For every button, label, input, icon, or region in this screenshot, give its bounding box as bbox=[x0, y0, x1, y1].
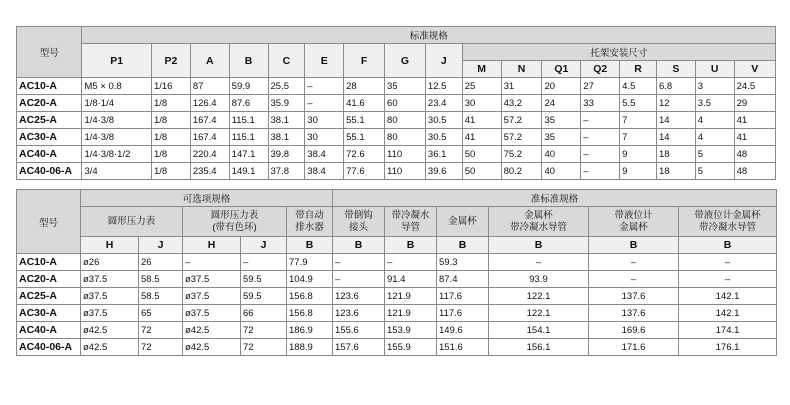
table-cell: 66 bbox=[241, 305, 287, 322]
col-q2: Q2 bbox=[581, 61, 620, 78]
col-h-2: H bbox=[183, 237, 241, 254]
col-b-2: B bbox=[333, 237, 385, 254]
table-cell: M5 × 0.8 bbox=[82, 78, 152, 95]
table-cell: 1/8 bbox=[151, 146, 190, 163]
table-cell: 156.8 bbox=[287, 288, 333, 305]
model-header: 型号 bbox=[17, 27, 82, 78]
table-cell: – bbox=[305, 95, 344, 112]
table-cell: 30 bbox=[462, 95, 501, 112]
standard-spec-body bbox=[17, 78, 776, 180]
table-row bbox=[17, 322, 777, 339]
table-cell: 43.2 bbox=[501, 95, 542, 112]
col-b: B bbox=[229, 44, 268, 78]
col-v: V bbox=[734, 61, 775, 78]
table-cell: 167.4 bbox=[190, 112, 229, 129]
table-cell: 117.6 bbox=[437, 305, 489, 322]
group-barb-fitting: 带倒钩 接头 bbox=[333, 207, 385, 237]
row-model: AC10-A bbox=[17, 78, 82, 95]
table-cell: 40 bbox=[542, 163, 581, 180]
table-cell: 60 bbox=[385, 95, 426, 112]
table-cell: 123.6 bbox=[333, 288, 385, 305]
col-b-4: B bbox=[437, 237, 489, 254]
row-model: AC30-A bbox=[17, 129, 82, 146]
col-f: F bbox=[344, 44, 385, 78]
table-cell: 80 bbox=[385, 112, 426, 129]
table-cell: – bbox=[589, 271, 679, 288]
table-cell: – bbox=[679, 271, 777, 288]
table-cell: ø42.5 bbox=[81, 339, 139, 356]
table-cell: 142.1 bbox=[679, 288, 777, 305]
table-cell: 38.1 bbox=[268, 129, 305, 146]
col-e: E bbox=[305, 44, 344, 78]
table-cell: 50 bbox=[462, 146, 501, 163]
col-n: N bbox=[501, 61, 542, 78]
table-cell: 38.4 bbox=[305, 146, 344, 163]
table-cell: 7 bbox=[620, 112, 657, 129]
row-model: AC40-A bbox=[17, 146, 82, 163]
table-cell: ø37.5 bbox=[81, 271, 139, 288]
table-cell: 154.1 bbox=[489, 322, 589, 339]
col-p2: P2 bbox=[151, 44, 190, 78]
table-row bbox=[17, 78, 776, 95]
table-row bbox=[17, 95, 776, 112]
table-cell: 38.1 bbox=[268, 112, 305, 129]
table-cell: 39.8 bbox=[268, 146, 305, 163]
table-cell: 55.1 bbox=[344, 129, 385, 146]
table-cell: – bbox=[183, 254, 241, 271]
table-cell: 91.4 bbox=[385, 271, 437, 288]
col-b-5: B bbox=[489, 237, 589, 254]
table-cell: 93.9 bbox=[489, 271, 589, 288]
table-cell: 41 bbox=[462, 112, 501, 129]
table-cell: 151.6 bbox=[437, 339, 489, 356]
row-model: AC10-A bbox=[17, 254, 81, 271]
table-cell: 157.6 bbox=[333, 339, 385, 356]
table-cell: 1/8·1/4 bbox=[82, 95, 152, 112]
table-cell: 188.9 bbox=[287, 339, 333, 356]
group-metal-bowl: 金属杯 bbox=[437, 207, 489, 237]
table-cell: 75.2 bbox=[501, 146, 542, 163]
table-cell: 59.5 bbox=[241, 288, 287, 305]
table-cell: 25.5 bbox=[268, 78, 305, 95]
table-cell: 72 bbox=[241, 322, 287, 339]
table-cell: 174.1 bbox=[679, 322, 777, 339]
table-cell: 176.1 bbox=[679, 339, 777, 356]
table-cell: 48 bbox=[734, 163, 775, 180]
table-cell: 24 bbox=[542, 95, 581, 112]
table-cell: – bbox=[333, 271, 385, 288]
col-b-3: B bbox=[385, 237, 437, 254]
table-cell: 57.2 bbox=[501, 129, 542, 146]
table-cell: 30 bbox=[305, 129, 344, 146]
table-cell: 186.9 bbox=[287, 322, 333, 339]
table-cell: 169.6 bbox=[589, 322, 679, 339]
row-model: AC40-A bbox=[17, 322, 81, 339]
table-cell: 9 bbox=[620, 163, 657, 180]
table-cell: 23.4 bbox=[425, 95, 462, 112]
table-cell: 72 bbox=[139, 322, 183, 339]
table-cell: 29 bbox=[734, 95, 775, 112]
table-cell: 1/4·3/8·1/2 bbox=[82, 146, 152, 163]
table-cell: 117.6 bbox=[437, 288, 489, 305]
table-cell: ø37.5 bbox=[81, 305, 139, 322]
table-cell: 72.6 bbox=[344, 146, 385, 163]
table-cell: 7 bbox=[620, 129, 657, 146]
table-cell: 28 bbox=[344, 78, 385, 95]
table-cell: 35.9 bbox=[268, 95, 305, 112]
table-cell: 1/16 bbox=[151, 78, 190, 95]
table-cell: – bbox=[305, 78, 344, 95]
table-cell: 121.9 bbox=[385, 305, 437, 322]
table-cell: 35 bbox=[385, 78, 426, 95]
table-row bbox=[17, 288, 777, 305]
table-cell: 36.1 bbox=[425, 146, 462, 163]
table-cell: 59.5 bbox=[241, 271, 287, 288]
col-b-7: B bbox=[679, 237, 777, 254]
table-cell: 37.8 bbox=[268, 163, 305, 180]
table-cell: 220.4 bbox=[190, 146, 229, 163]
bracket-header: 托架安装尺寸 bbox=[462, 44, 775, 61]
table-cell: 87.6 bbox=[229, 95, 268, 112]
table-cell: 72 bbox=[139, 339, 183, 356]
table-cell: 4 bbox=[695, 112, 734, 129]
table-cell: 115.1 bbox=[229, 129, 268, 146]
table-cell: 110 bbox=[385, 146, 426, 163]
table-cell: 142.1 bbox=[679, 305, 777, 322]
table-cell: 14 bbox=[656, 129, 695, 146]
table-cell: 87.4 bbox=[437, 271, 489, 288]
table-cell: – bbox=[385, 254, 437, 271]
table-cell: 1/4·3/8 bbox=[82, 112, 152, 129]
table-cell: 153.9 bbox=[385, 322, 437, 339]
row-model: AC20-A bbox=[17, 95, 82, 112]
table-cell: 72 bbox=[241, 339, 287, 356]
table-row bbox=[17, 112, 776, 129]
col-j: J bbox=[425, 44, 462, 78]
table-cell: 1/8 bbox=[151, 112, 190, 129]
table-cell: 65 bbox=[139, 305, 183, 322]
table-cell: 9 bbox=[620, 146, 657, 163]
group-round-gauge-color: 圆形压力表 (带有色环) bbox=[183, 207, 287, 237]
col-m: M bbox=[462, 61, 501, 78]
col-j-2: J bbox=[241, 237, 287, 254]
table-cell: 58.5 bbox=[139, 288, 183, 305]
row-model: AC25-A bbox=[17, 112, 82, 129]
table-cell: 5 bbox=[695, 146, 734, 163]
table-cell: 1/8 bbox=[151, 129, 190, 146]
col-c: C bbox=[268, 44, 305, 78]
table-cell: 155.6 bbox=[333, 322, 385, 339]
table-cell: 1/4·3/8 bbox=[82, 129, 152, 146]
table-cell: 122.1 bbox=[489, 305, 589, 322]
col-u: U bbox=[695, 61, 734, 78]
table-cell: 3/4 bbox=[82, 163, 152, 180]
table-cell: – bbox=[241, 254, 287, 271]
standard-spec-table bbox=[16, 26, 776, 180]
table-row bbox=[17, 271, 777, 288]
table-cell: ø37.5 bbox=[183, 288, 241, 305]
table-cell: 35 bbox=[542, 112, 581, 129]
col-r: R bbox=[620, 61, 657, 78]
table-cell: 123.6 bbox=[333, 305, 385, 322]
table-cell: 121.9 bbox=[385, 288, 437, 305]
col-g: G bbox=[385, 44, 426, 78]
table-cell: 122.1 bbox=[489, 288, 589, 305]
table-cell: 149.1 bbox=[229, 163, 268, 180]
table-cell: 149.6 bbox=[437, 322, 489, 339]
table-cell: 5.5 bbox=[620, 95, 657, 112]
table-cell: 4.5 bbox=[620, 78, 657, 95]
table-row bbox=[17, 339, 777, 356]
table-cell: ø42.5 bbox=[183, 322, 241, 339]
table-cell: 3 bbox=[695, 78, 734, 95]
table-cell: 155.9 bbox=[385, 339, 437, 356]
table-cell: 41 bbox=[734, 129, 775, 146]
group-auto-drain: 带自动 排水器 bbox=[287, 207, 333, 237]
table-cell: 126.4 bbox=[190, 95, 229, 112]
group-metal-bowl-drain: 金属杯 带冷凝水导管 bbox=[489, 207, 589, 237]
table-cell: 1/8 bbox=[151, 95, 190, 112]
table-row bbox=[17, 163, 776, 180]
table-cell: 50 bbox=[462, 163, 501, 180]
group-round-gauge: 圆形压力表 bbox=[81, 207, 183, 237]
table-cell: – bbox=[581, 146, 620, 163]
table-cell: – bbox=[581, 163, 620, 180]
col-j-1: J bbox=[139, 237, 183, 254]
col-b-6: B bbox=[589, 237, 679, 254]
model-header-2: 型号 bbox=[17, 190, 81, 254]
table-cell: 26 bbox=[139, 254, 183, 271]
col-a: A bbox=[190, 44, 229, 78]
table-cell: 156.8 bbox=[287, 305, 333, 322]
table-cell: 3.5 bbox=[695, 95, 734, 112]
table-cell: 137.6 bbox=[589, 305, 679, 322]
table-cell: ø37.5 bbox=[81, 288, 139, 305]
table-row bbox=[17, 146, 776, 163]
row-model: AC20-A bbox=[17, 271, 81, 288]
table-cell: 30 bbox=[305, 112, 344, 129]
table-row bbox=[17, 305, 777, 322]
table-cell: 20 bbox=[542, 78, 581, 95]
table-cell: 147.1 bbox=[229, 146, 268, 163]
table-cell: 30.5 bbox=[425, 112, 462, 129]
group-drain-guide: 带冷凝水 导管 bbox=[385, 207, 437, 237]
table-cell: 40 bbox=[542, 146, 581, 163]
table-cell: 58.5 bbox=[139, 271, 183, 288]
group-level-gauge-bowl: 带液位计 金属杯 bbox=[589, 207, 679, 237]
table-cell: 59.3 bbox=[437, 254, 489, 271]
col-s: S bbox=[656, 61, 695, 78]
table-cell: 77.6 bbox=[344, 163, 385, 180]
table-cell: – bbox=[581, 129, 620, 146]
table-cell: 5 bbox=[695, 163, 734, 180]
table-cell: 156.1 bbox=[489, 339, 589, 356]
table-cell: 80 bbox=[385, 129, 426, 146]
table-cell: 30.5 bbox=[425, 129, 462, 146]
table-cell: 31 bbox=[501, 78, 542, 95]
table-cell: 4 bbox=[695, 129, 734, 146]
table-row bbox=[17, 129, 776, 146]
table-cell: 55.1 bbox=[344, 112, 385, 129]
row-model: AC40-06-A bbox=[17, 163, 82, 180]
row-model: AC25-A bbox=[17, 288, 81, 305]
table-cell: 39.6 bbox=[425, 163, 462, 180]
table-cell: ø37.5 bbox=[183, 305, 241, 322]
table-cell: 137.6 bbox=[589, 288, 679, 305]
table-cell: 167.4 bbox=[190, 129, 229, 146]
table-cell: 35 bbox=[542, 129, 581, 146]
optional-spec-table bbox=[16, 189, 777, 356]
table-cell: 80.2 bbox=[501, 163, 542, 180]
col-b-1: B bbox=[287, 237, 333, 254]
table-cell: – bbox=[589, 254, 679, 271]
table-cell: 33 bbox=[581, 95, 620, 112]
table-cell: – bbox=[581, 112, 620, 129]
table-cell: 104.9 bbox=[287, 271, 333, 288]
table-cell: ø37.5 bbox=[183, 271, 241, 288]
table-cell: 59.9 bbox=[229, 78, 268, 95]
col-h-1: H bbox=[81, 237, 139, 254]
table-cell: 115.1 bbox=[229, 112, 268, 129]
standard-spec-header: 标准规格 bbox=[82, 27, 776, 44]
row-model: AC40-06-A bbox=[17, 339, 81, 356]
table-cell: 12 bbox=[656, 95, 695, 112]
table-cell: ø42.5 bbox=[81, 322, 139, 339]
optional-spec-header: 可选项规格 bbox=[81, 190, 333, 207]
table-cell: 38.4 bbox=[305, 163, 344, 180]
table-cell: 27 bbox=[581, 78, 620, 95]
group-level-gauge-bowl-drain: 带液位计金属杯 带冷凝水导管 bbox=[679, 207, 777, 237]
table-cell: 12.5 bbox=[425, 78, 462, 95]
table-cell: 6.8 bbox=[656, 78, 695, 95]
optional-spec-body bbox=[17, 254, 777, 356]
col-q1: Q1 bbox=[542, 61, 581, 78]
table-cell: – bbox=[333, 254, 385, 271]
table-cell: 1/8 bbox=[151, 163, 190, 180]
table-cell: 48 bbox=[734, 146, 775, 163]
table-cell: ø26 bbox=[81, 254, 139, 271]
table-cell: 41 bbox=[462, 129, 501, 146]
row-model: AC30-A bbox=[17, 305, 81, 322]
table-cell: 87 bbox=[190, 78, 229, 95]
table-cell: ø42.5 bbox=[183, 339, 241, 356]
table-cell: 77.9 bbox=[287, 254, 333, 271]
table-cell: 41.6 bbox=[344, 95, 385, 112]
table-cell: 25 bbox=[462, 78, 501, 95]
table-cell: 14 bbox=[656, 112, 695, 129]
col-p1: P1 bbox=[82, 44, 152, 78]
table-cell: 41 bbox=[734, 112, 775, 129]
table-cell: 18 bbox=[656, 146, 695, 163]
table-cell: 171.6 bbox=[589, 339, 679, 356]
table-cell: – bbox=[679, 254, 777, 271]
table-cell: – bbox=[489, 254, 589, 271]
table-cell: 235.4 bbox=[190, 163, 229, 180]
semi-standard-header: 准标准规格 bbox=[333, 190, 777, 207]
table-cell: 18 bbox=[656, 163, 695, 180]
table-cell: 24.5 bbox=[734, 78, 775, 95]
table-cell: 57.2 bbox=[501, 112, 542, 129]
table-cell: 110 bbox=[385, 163, 426, 180]
table-row bbox=[17, 254, 777, 271]
